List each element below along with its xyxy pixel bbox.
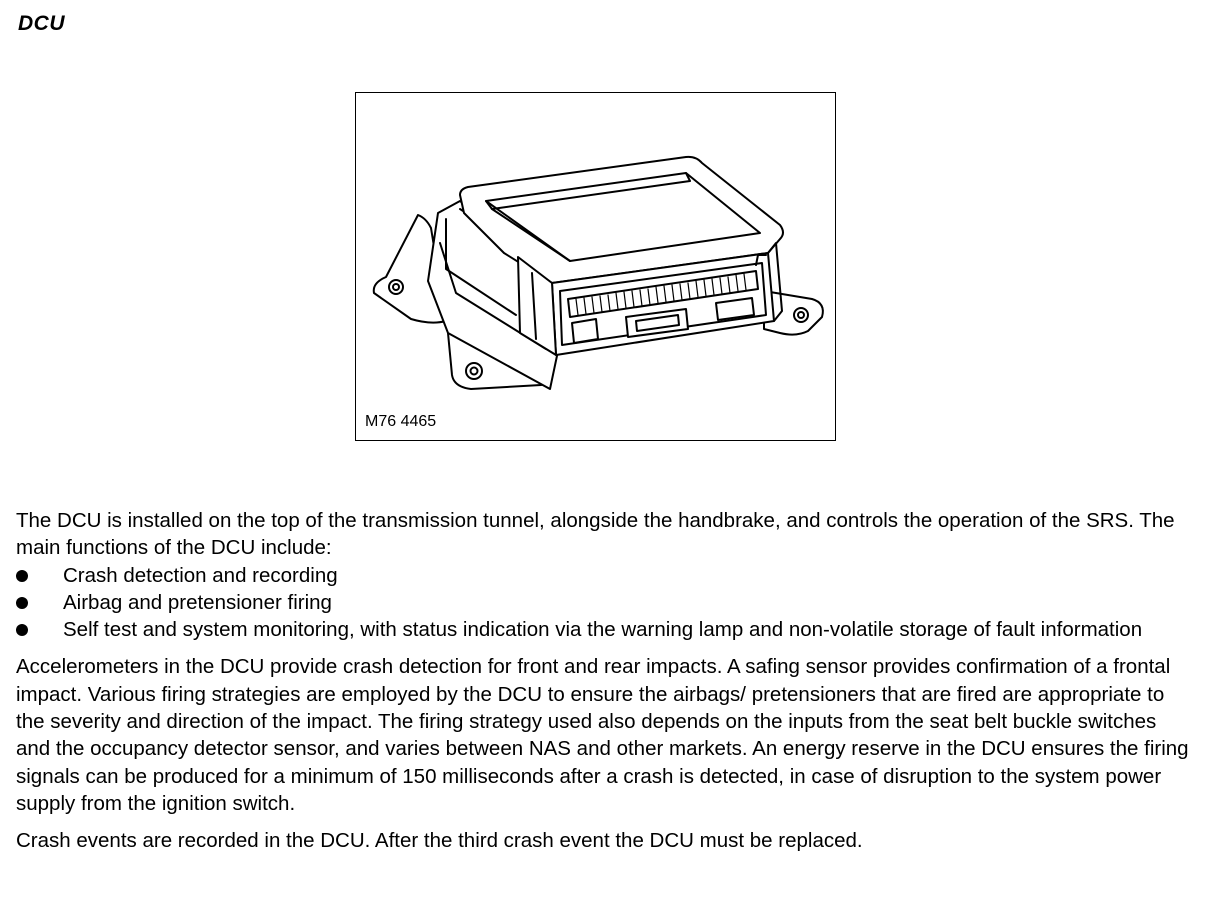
list-item [16, 616, 1196, 643]
list-item [16, 589, 1196, 616]
list-item [16, 562, 1196, 589]
page-heading: DCU [18, 12, 65, 35]
bullet-icon [16, 570, 28, 582]
bullet-icon [16, 624, 28, 636]
accelerometer-paragraph: Accelerometers in the DCU provide crash detection for front and rear impacts. A safing sensor provides confirmation of a frontal impact. Various firing strategies are employed by the DCU to ensure the airbags/ pretensioners that are fired are appropriate to the severity and direction of the impact. The firing strategy used also depends on the inputs from the seat belt buckle switches and the occupancy detector sensor, and varies between NAS and other markets. An energy reserve in the DCU ensures the firing signals can be produced for a minimum of 150 milliseconds after a crash is detected, in case of disruption to the system power supply from the ignition switch. [16, 655, 1189, 815]
body-text [16, 507, 1196, 865]
figure-caption: M76 4465 [365, 413, 437, 430]
list-item-text: Self test and system monitoring, with status indication via the warning lamp and non-volatile storage of fault information [63, 618, 1143, 642]
bullet-icon [16, 597, 28, 609]
dcu-module-illustration [356, 93, 834, 439]
function-list [16, 562, 1196, 644]
crash-events-paragraph: Crash events are recorded in the DCU. After the third crash event the DCU must be replaced. [16, 829, 863, 853]
list-item-text: Airbag and pretensioner firing [63, 590, 332, 614]
dcu-figure [355, 92, 836, 441]
intro-paragraph: The DCU is installed on the top of the transmission tunnel, alongside the handbrake, and controls the operation of the SRS. The main functions of the DCU include: [16, 509, 1175, 560]
list-item-text: Crash detection and recording [63, 563, 338, 587]
